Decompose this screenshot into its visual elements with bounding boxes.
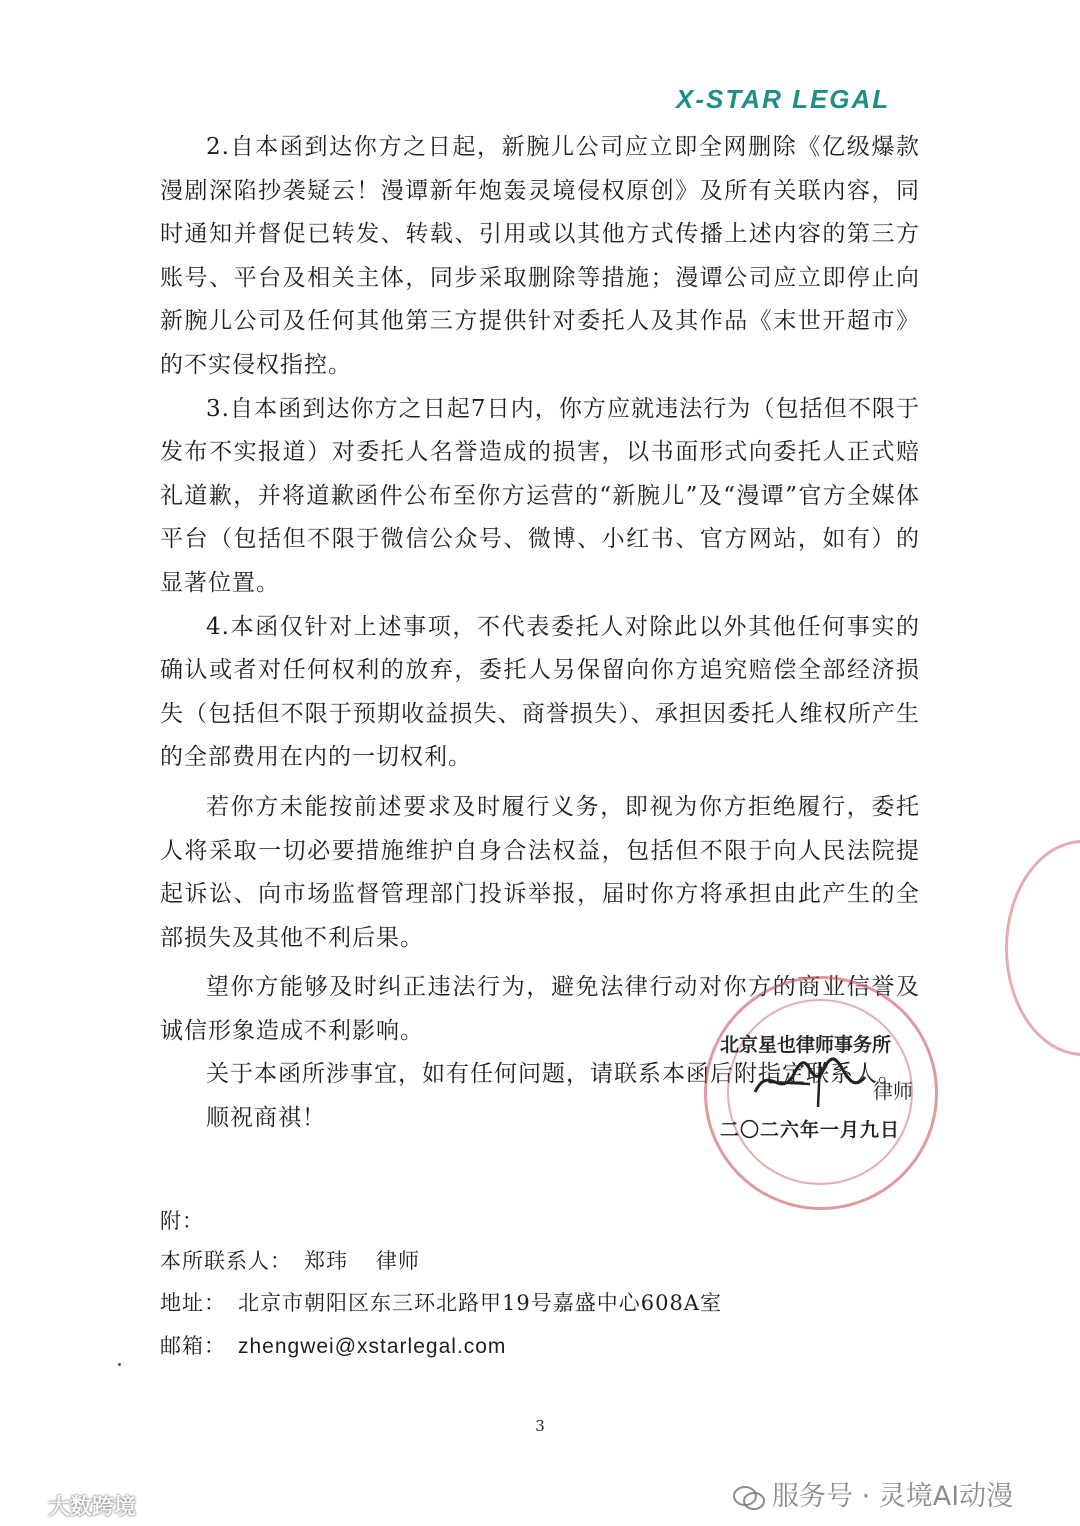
signature-date: 二〇二六年一月九日	[720, 1119, 901, 1141]
watermark-service-account	[732, 1474, 1013, 1513]
scan-speck	[118, 1363, 121, 1366]
address-label: 地址：	[160, 1291, 226, 1315]
paragraph-contact-note: 关于本函所涉事宜，如有任何问题，请联系本函后附指定联系人。	[206, 1061, 902, 1088]
page-number: 3	[535, 1417, 545, 1435]
contact-title: 律师	[376, 1249, 420, 1273]
signature-firm-name: 北京星也律师事务所	[720, 1034, 892, 1056]
address-value: 北京市朝阳区东三环北路甲19号嘉盛中心608A室	[238, 1291, 722, 1315]
appendix-email	[160, 1330, 506, 1360]
appendix-address	[160, 1287, 722, 1317]
link-icon	[8, 1497, 48, 1519]
firm-logo: X-STAR LEGAL	[676, 84, 891, 114]
paragraph-consequence: 若你方未能按前述要求及时履行义务，即视为你方拒绝履行，委托人将采取一切必要措施维护自身合法权益，包括但不限于向人民法院提起诉讼、向市场监督管理部门投诉举报，届时你方将承担由此产生的全部损失及其他不利后果。	[160, 793, 920, 951]
appendix-heading: 附：	[160, 1209, 204, 1233]
handwritten-signature	[750, 1052, 870, 1112]
signature-lawyer-title: 律师	[873, 1079, 913, 1103]
paragraph-item-4: 4.本函仅针对上述事项，不代表委托人对除此以外其他任何事实的确认或者对任何权利的放弃，委托人另保留向你方追究赔偿全部经济损失（包括但不限于预期收益损失、商誉损失）、承担因委托人维权所产生的全部费用在内的一切权利。	[160, 613, 920, 771]
paragraph-item-2: 2.自本函到达你方之日起，新腕儿公司应立即全网删除《亿级爆款漫剧深陷抄袭疑云！漫谭新年炮轰灵境侵权原创》及所有关联内容，同时通知并督促已转发、转载、引用或以其他方式传播上述内容的第三方账号、平台及相关主体，同步采取删除等措施；漫谭公司应立即停止向新腕儿公司及任何其他第三方提供针对委托人及其作品《末世开超市》的不实侵权指控。	[160, 134, 920, 378]
paragraph-hope: 望你方能够及时纠正违法行为，避免法律行动对你方的商业信誉及诚信形象造成不利影响。	[160, 974, 920, 1044]
contact-label: 本所联系人：	[160, 1249, 292, 1273]
watermark-left	[8, 1490, 136, 1521]
contact-name: 郑玮	[304, 1249, 348, 1273]
watermark-left-text: 大数跨境	[48, 1495, 137, 1520]
partial-seal-stamp	[1005, 840, 1080, 1056]
email-label: 邮箱：	[160, 1334, 226, 1358]
wechat-icon	[732, 1485, 766, 1511]
watermark-right-text: 服务号 · 灵境AI动漫	[772, 1481, 1014, 1512]
email-value: zhengwei@xstarlegal.com	[238, 1335, 507, 1358]
appendix-contact	[160, 1245, 420, 1275]
paragraph-closing: 顺祝商祺！	[206, 1105, 326, 1132]
paragraph-item-3: 3.自本函到达你方之日起7日内，你方应就违法行为（包括但不限于发布不实报道）对委托人名誉造成的损害，以书面形式向委托人正式赔礼道歉，并将道歉函件公布至你方运营的“新腕儿”及“漫谭”官方全媒体平台（包括但不限于微信公众号、微博、小红书、官方网站，如有）的显著位置。	[160, 395, 920, 596]
